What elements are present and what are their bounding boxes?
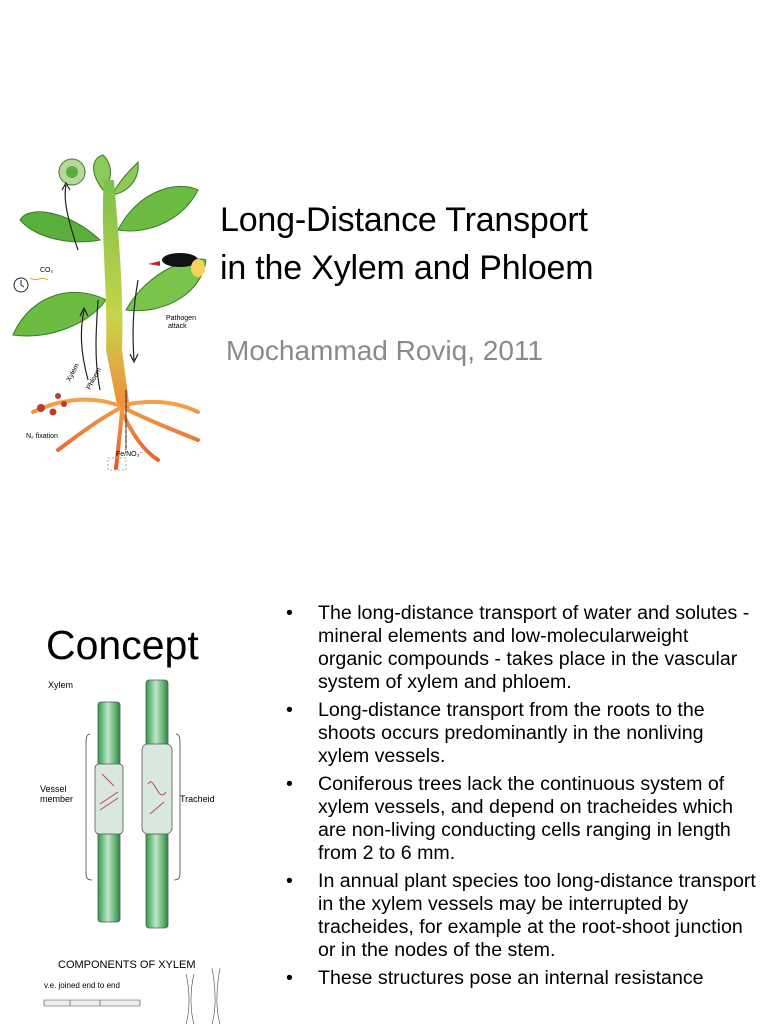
bullet-item: • Coniferous trees lack the continuous system of xylem vessels, and depend on tracheides which are non-living conducting cells ranging in length from 2 to 6 mm. bbox=[286, 773, 756, 865]
components-title: COMPONENTS OF XYLEM bbox=[58, 959, 196, 971]
plant-transport-illustration bbox=[8, 150, 208, 475]
fe-no3-label: Fe/NO₃⁻ bbox=[116, 451, 144, 458]
bullet-item: • In annual plant species too long-distance transport in the xylem vessels may be interrupted by tracheides, for example at the root-shoot junction or in the nodes of the stem. bbox=[286, 870, 756, 962]
bullet-item: • The long-distance transport of water and solutes - mineral elements and low-molecularweight organic compounds - takes place in the vascular system of xylem and phloem. bbox=[286, 602, 756, 694]
co2-label: CO₂ bbox=[40, 267, 54, 274]
slide-heading: Concept bbox=[46, 622, 199, 668]
xylem-figure-title: Xylem bbox=[48, 680, 74, 690]
components-of-xylem-figure bbox=[30, 950, 250, 1024]
slide-subtitle: Mochammad Roviq, 2011 bbox=[226, 335, 543, 366]
title-line-2: in the Xylem and Phloem bbox=[220, 249, 594, 287]
title-line-1: Long-Distance Transport bbox=[220, 201, 588, 239]
vessel-member-label-line2: member bbox=[40, 794, 74, 804]
phloem-label: Phloem bbox=[85, 366, 103, 391]
xylem-vessel-diagram bbox=[38, 674, 238, 929]
concept-bullet-list bbox=[286, 602, 756, 995]
pathogen-label: Pathogen bbox=[166, 315, 196, 322]
bullet-item: • These structures pose an internal resistance bbox=[286, 967, 756, 990]
pathogen-label-line2: attack bbox=[168, 323, 187, 330]
concept-slide bbox=[0, 560, 768, 1024]
components-caption: v.e. joined end to end bbox=[44, 981, 120, 990]
xylem-label: Xylem bbox=[65, 362, 81, 383]
slide-title bbox=[220, 196, 593, 292]
bullet-item: • Long-distance transport from the roots to the shoots occurs predominantly in the nonliving xylem vessels. bbox=[286, 699, 756, 768]
vessel-member-label: Vessel bbox=[40, 784, 67, 794]
n2-fixation-label: N₂ fixation bbox=[26, 433, 58, 440]
tracheid-label: Tracheid bbox=[180, 794, 215, 804]
